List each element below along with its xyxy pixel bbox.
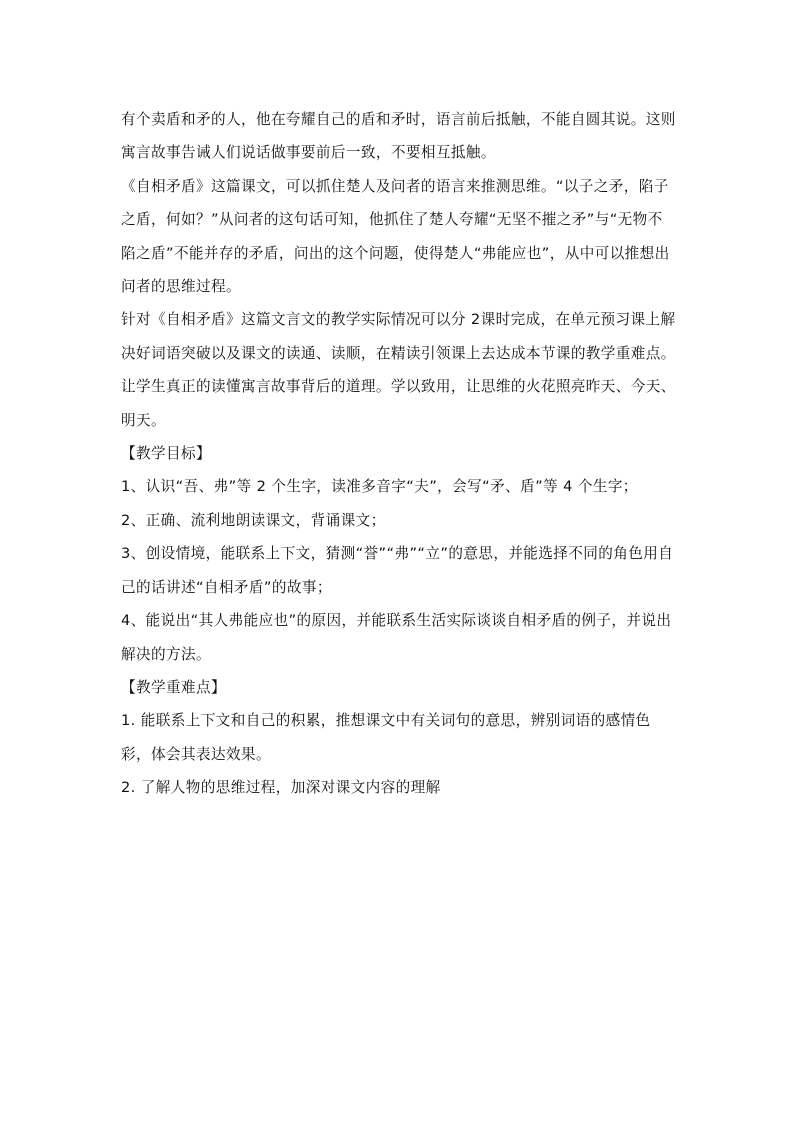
goal-item-4: 4、能说出“其人弗能应也”的原因，并能联系生活实际谈谈自相矛盾的例子，并说出解决的方法。: [121, 612, 672, 663]
difficulty-item-1: 1. 能联系上下文和自己的积累，推想课文中有关词句的意思，辨别词语的感情色彩，体会其表达效果。: [121, 712, 651, 763]
paragraph-analysis: 《自相矛盾》这篇课文，可以抓住楚人及问者的语言来推测思维。“以子之矛，陷子之盾，何如？”从问者的这句话可知，他抓住了楚人夸耀“无坚不摧之矛”与“无物不陷之盾”不能并存的矛盾，问出的这个问题，使得楚人“弗能应也”，从中可以推想出问者的思维过程。: [121, 177, 670, 296]
goal-item-1: 1、认识“吾、弗”等 2 个生字，读准多音字“夫”，会写“矛、盾”等 4 个生字；: [121, 478, 638, 496]
paragraph-story-summary: 有个卖盾和矛的人，他在夸耀自己的盾和矛时，语言前后抵触，不能自圆其说。这则寓言故事告诫人们说话做事要前后一致，不要相互抵触。: [121, 111, 676, 162]
difficulty-item-2: 2. 了解人物的思维过程，加深对课文内容的理解: [121, 779, 441, 797]
document-body: [121, 103, 677, 805]
heading-teaching-goals: 【教学目标】: [121, 445, 211, 463]
goal-item-3: 3、创设情境，能联系上下文，猜测“誉”“弗”“立”的意思，并能选择不同的角色用自己的话讲述“自相矛盾”的故事；: [121, 545, 674, 596]
paragraph-teaching-plan: 针对《自相矛盾》这篇文言文的教学实际情况可以分 2课时完成，在单元预习课上解决好词语突破以及课文的读通、读顺，在精读引领课上去达成本节课的教学重难点。让学生真正的读懂寓言故事背后的道理。学以致用，让思维的火花照亮昨天、今天、明天。: [121, 311, 676, 429]
goal-item-2: 2、正确、流利地朗读课文，背诵课文；: [121, 511, 386, 529]
heading-key-difficulties: 【教学重难点】: [121, 678, 226, 696]
